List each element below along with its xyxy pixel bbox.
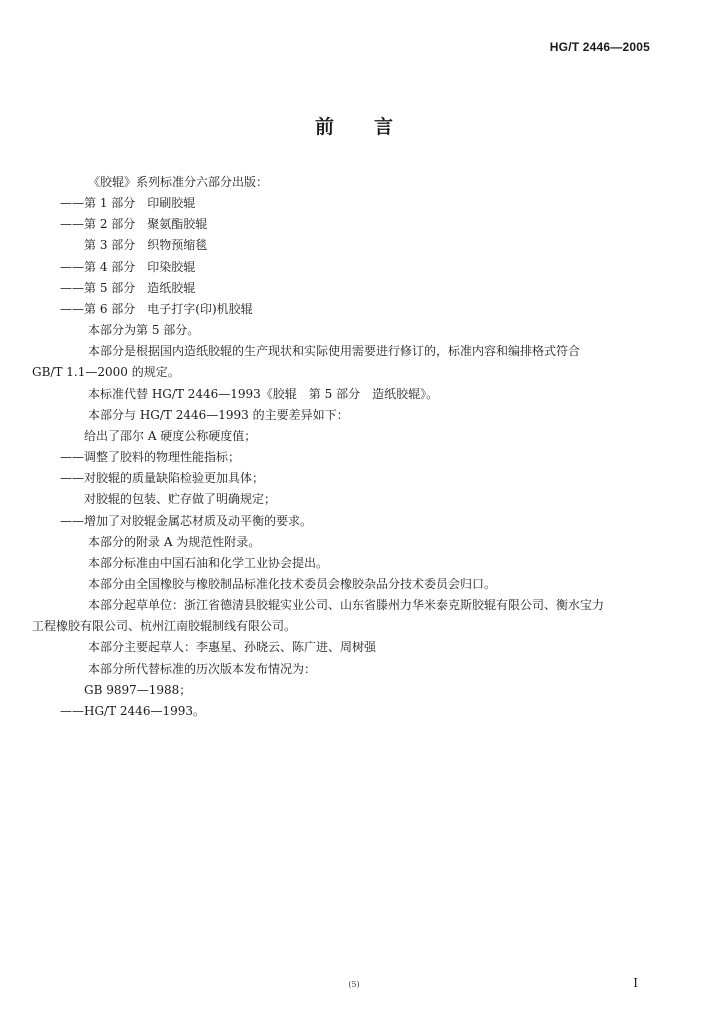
- text-line: ——第 2 部分 聚氨酯胶辊: [60, 217, 208, 232]
- page-number: I: [633, 976, 638, 990]
- text-line: 本部分起草单位：浙江省德清县胶辊实业公司、山东省滕州力华米泰克斯胶辊有限公司、衡水宝力: [88, 598, 605, 613]
- text-line: 对胶辊的包装、贮存做了明确规定；: [60, 492, 277, 507]
- text-line: ——增加了对胶辊金属芯材质及动平衡的要求。: [60, 513, 313, 528]
- text-line: ——第 5 部分 造纸胶辊: [60, 280, 196, 295]
- text-line: 本部分与 HG/T 2446—1993 的主要差异如下：: [88, 407, 349, 422]
- text-line: 第 3 部分 织物预缩毯: [60, 238, 208, 253]
- foreword-body: [32, 172, 660, 722]
- text-line: ——调整了胶料的物理性能指标；: [60, 450, 241, 465]
- text-line: 本部分的附录 A 为规范性附录。: [88, 534, 261, 549]
- text-line: 本部分为第 5 部分。: [88, 323, 200, 338]
- footer-mark: (5): [348, 980, 360, 989]
- text-line: ——HG/T 2446—1993。: [60, 703, 205, 718]
- text-line: 本标准代替 HG/T 2446—1993《胶辊 第 5 部分 造纸胶辊》。: [88, 386, 439, 401]
- text-line: 本部分标准由中国石油和化学工业协会提出。: [88, 555, 329, 570]
- page-title: 前言: [314, 116, 433, 138]
- text-line: 《胶辊》系列标准分六部分出版：: [88, 175, 269, 189]
- standard-code: HG/T 2446—2005: [549, 40, 650, 54]
- text-line: 本部分所代替标准的历次版本发布情况为：: [88, 661, 317, 676]
- text-line: ——第 1 部分 印刷胶辊: [60, 196, 196, 211]
- text-line: ——第 6 部分 电子打字(印)机胶辊: [60, 301, 253, 316]
- text-line: GB/T 1.1—2000 的规定。: [32, 365, 180, 380]
- text-line: 给出了邵尔 A 硬度公称硬度值；: [60, 428, 257, 443]
- text-line: GB 9897—1988；: [60, 682, 192, 697]
- text-line: 工程橡胶有限公司、杭州江南胶辊制线有限公司。: [32, 619, 297, 634]
- text-line: 本部分是根据国内造纸胶辊的生产现状和实际使用需要进行修订的，标准内容和编排格式符合: [88, 344, 581, 359]
- text-line: 本部分由全国橡胶与橡胶制品标准化技术委员会橡胶杂品分技术委员会归口。: [88, 576, 497, 591]
- text-line: ——第 4 部分 印染胶辊: [60, 259, 196, 274]
- text-line: 本部分主要起草人：李惠星、孙晓云、陈广进、周树强: [88, 640, 377, 655]
- text-line: ——对胶辊的质量缺陷检验更加具体；: [60, 471, 265, 486]
